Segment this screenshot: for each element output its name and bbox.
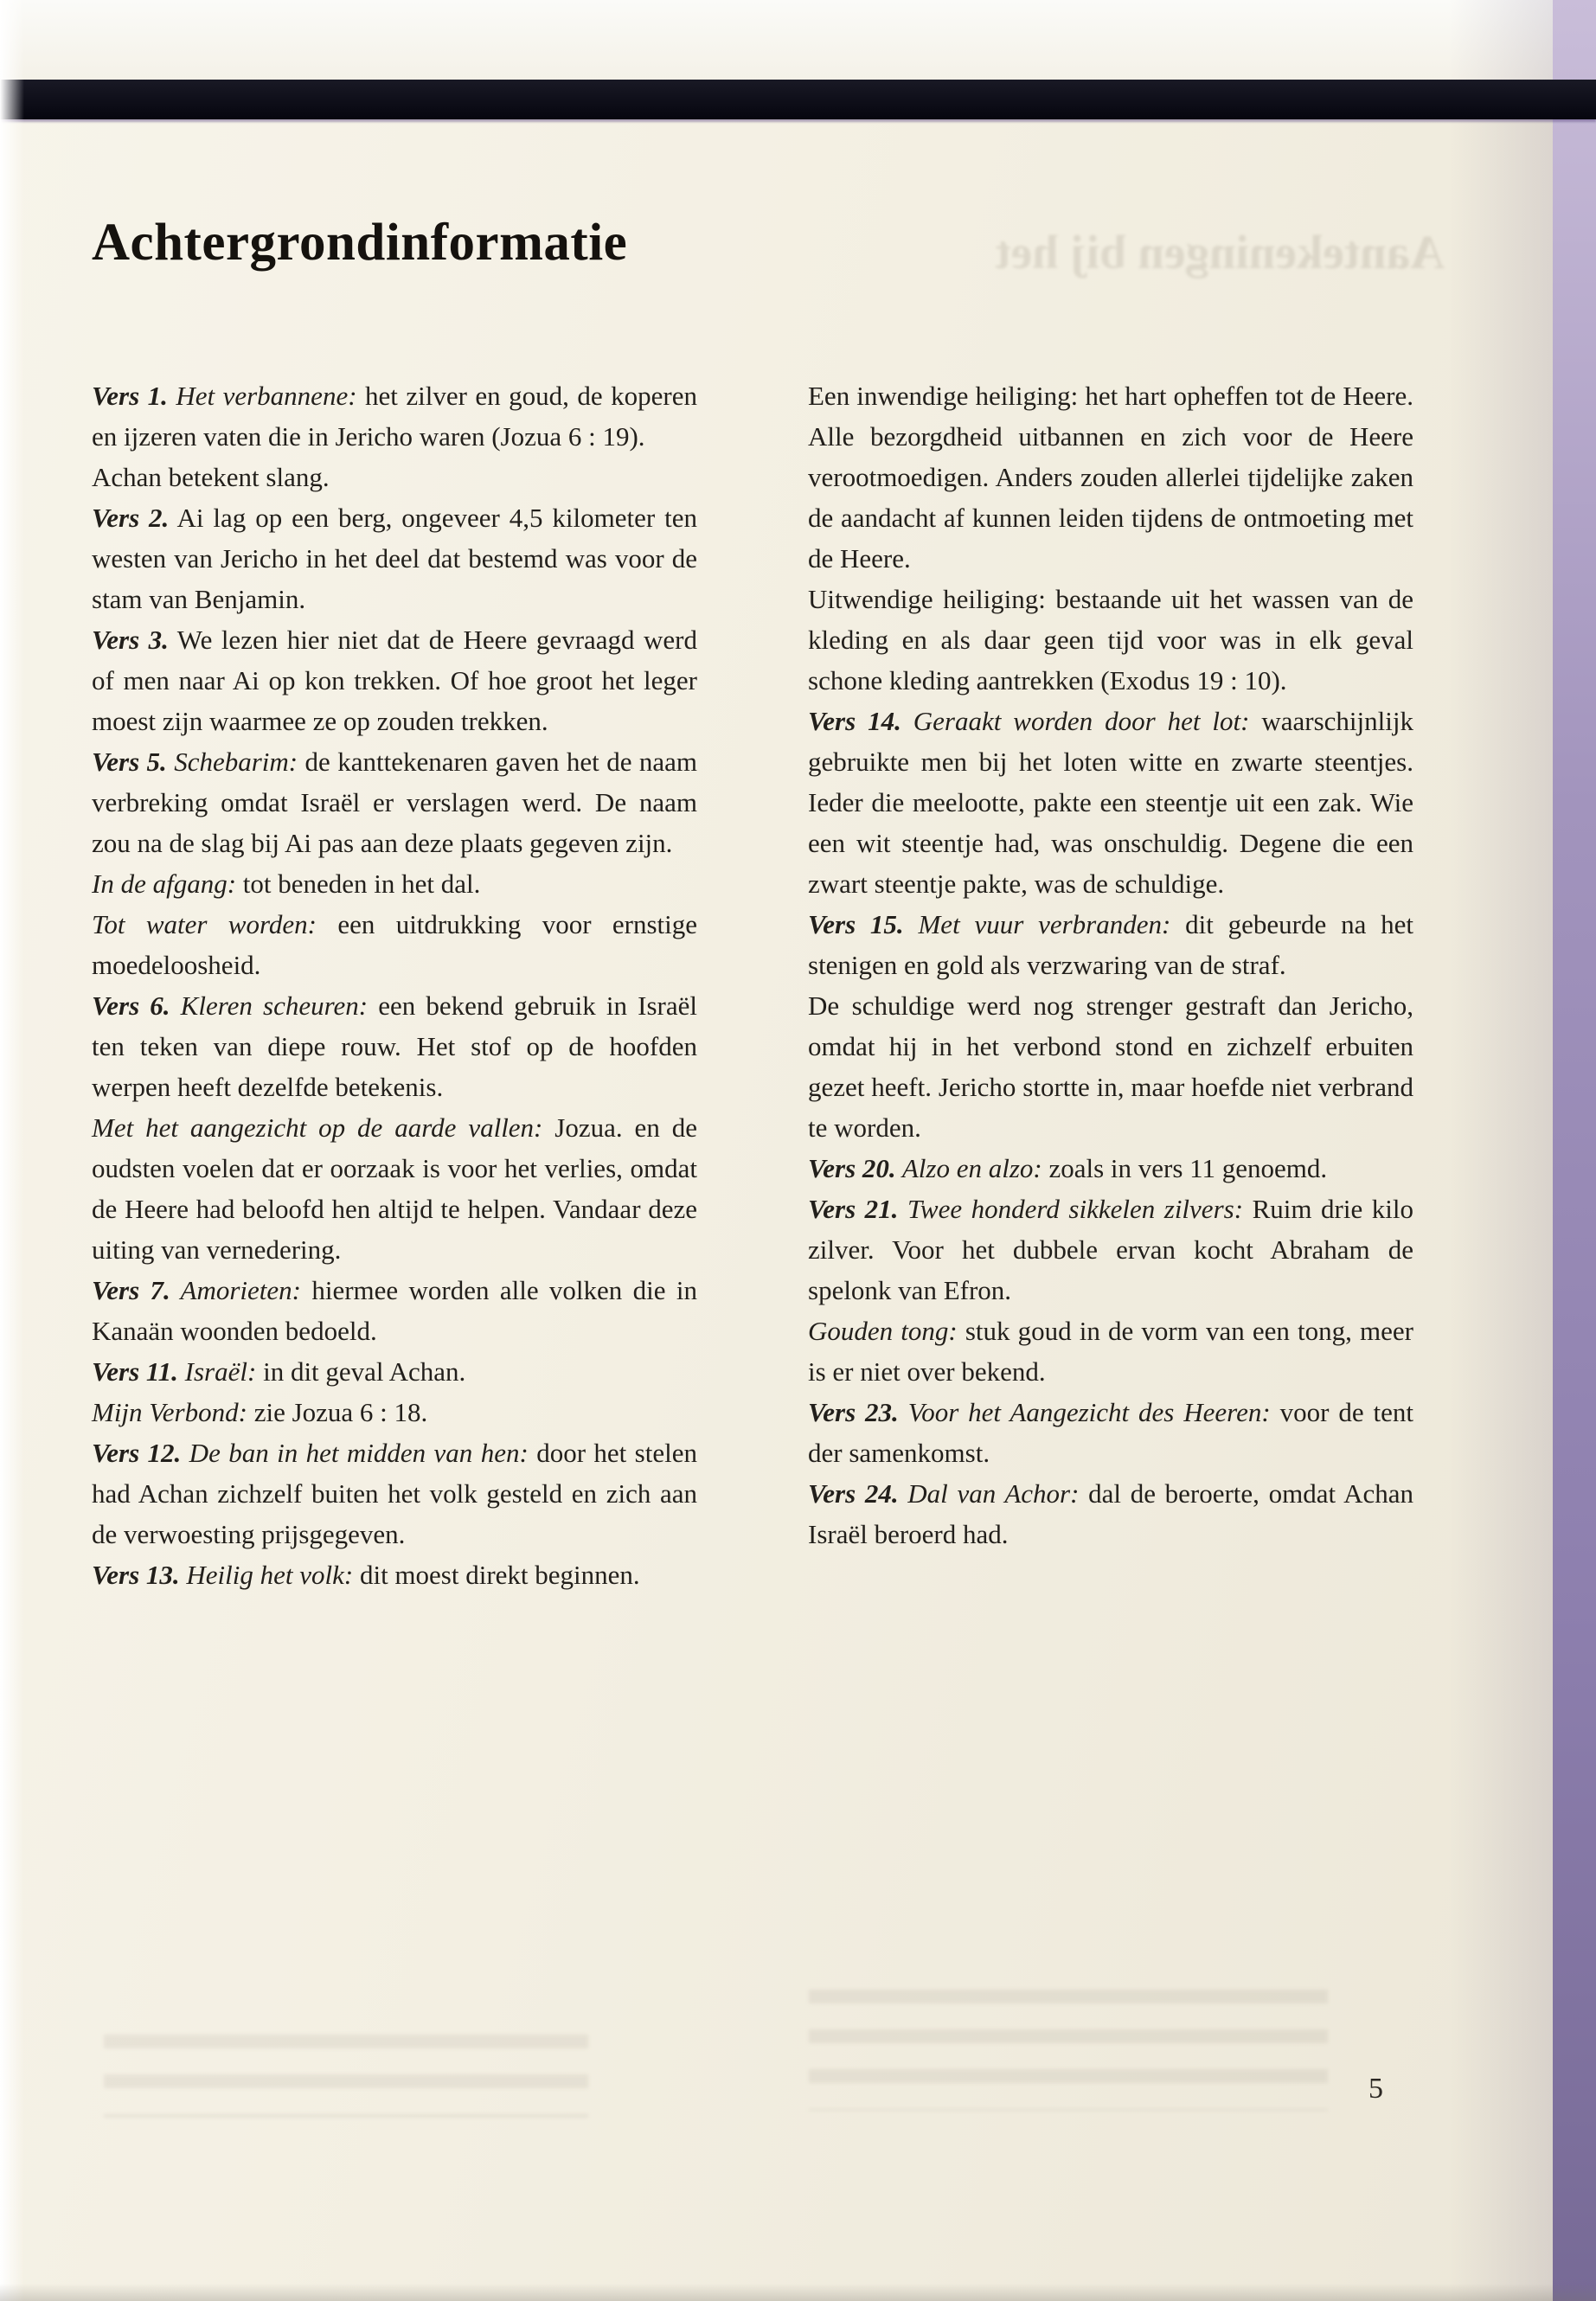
emphasis-run: Vers 14. (808, 706, 901, 736)
text-run: stuk goud in de vorm van een tong, meer is er niet over bekend. (808, 1316, 1413, 1387)
text-columns (92, 375, 1413, 1595)
text-run: Achan betekent slang. (92, 462, 330, 492)
emphasis-run: Vers 6. (92, 990, 170, 1021)
emphasis-run: Israël: (177, 1356, 257, 1387)
text-run: Uitwendige heiliging: bestaande uit het wassen van de kleding en als daar geen tijd voor was in elk geval schone kleding aantrekken (Exodus 19 : 10). (808, 584, 1413, 695)
text-run: De schuldige werd nog strenger gestraft dan Jericho, omdat hij in het verbond stond en zichzelf erbuiten gezet heeft. Jericho stortte in, maar hoefde niet verbrand te worden. (808, 990, 1413, 1143)
text-run: hiermee worden alle volken die in Kanaän woonden bedoeld. (92, 1275, 697, 1346)
page-block-edge (1553, 0, 1596, 2301)
emphasis-run: De ban in het midden van hen: (181, 1438, 529, 1468)
page-number: 5 (1368, 2073, 1383, 2105)
emphasis-run: Vers 20. (808, 1153, 896, 1183)
paragraph (808, 1148, 1413, 1189)
text-run: Jozua. en de oudsten voelen dat er oorzaak is voor het verlies, omdat de Heere had beloofd hen altijd te helpen. Vandaar deze uiting van vernedering. (92, 1112, 697, 1265)
paragraph (92, 1351, 697, 1392)
emphasis-run: In de afgang: (92, 868, 237, 899)
paragraph (808, 579, 1413, 701)
bleedthrough-title: Aantekeningen bij het (995, 226, 1445, 279)
page-curvature-shadow (1449, 0, 1553, 2301)
paragraph (808, 375, 1413, 579)
text-run: waarschijnlijk gebruikte men bij het loten witte en zwarte steentjes. Ieder die meelootte, pakte een steentje uit een zak. Wie een wit steentje had, was onschuldig. Degene die een zwart steentje pakte, was de schuldige. (808, 706, 1413, 899)
paragraph (808, 1311, 1413, 1392)
paragraph (808, 904, 1413, 985)
paragraph (808, 1392, 1413, 1473)
emphasis-run: Gouden tong: (808, 1316, 958, 1346)
emphasis-run: Heilig het volk: (179, 1560, 354, 1590)
emphasis-run: Amorieten: (170, 1275, 301, 1305)
book-cover-edge (0, 80, 1596, 119)
bleedthrough-smudge (809, 1990, 1328, 2111)
text-run: voor de tent der samenkomst. (808, 1397, 1413, 1468)
emphasis-run: Schebarim: (166, 747, 298, 777)
text-run: dal de beroerte, omdat Achan Israël beroerd had. (808, 1478, 1413, 1549)
paragraph (92, 985, 697, 1107)
paragraph (92, 457, 697, 497)
left-column (92, 375, 697, 1595)
text-run: Ruim drie kilo zilver. Voor het dubbele ervan kocht Abraham de spelonk van Efron. (808, 1194, 1413, 1305)
paragraph (92, 619, 697, 741)
emphasis-run: Dal van Achor: (898, 1478, 1080, 1509)
paragraph (92, 1554, 697, 1595)
emphasis-run: Vers 2. (92, 503, 170, 533)
paragraph (92, 904, 697, 985)
text-run: dit gebeurde na het stenigen en gold als verzwaring van de straf. (808, 909, 1413, 980)
text-run: Ai lag op een berg, ongeveer 4,5 kilometer ten westen van Jericho in het deel dat bestemd was voor de stam van Benjamin. (92, 503, 697, 614)
paragraph (92, 375, 697, 457)
text-run: door het stelen had Achan zichzelf buiten het volk gesteld en zich aan de verwoesting prijsgegeven. (92, 1438, 697, 1549)
emphasis-run: Mijn Verbond: (92, 1397, 247, 1427)
emphasis-run: Vers 1. (92, 381, 168, 411)
emphasis-run: Vers 13. (92, 1560, 180, 1590)
paragraph (92, 863, 697, 904)
paragraph (92, 741, 697, 863)
scanner-edge-left (0, 0, 24, 2301)
emphasis-run: Tot water worden: (92, 909, 317, 939)
emphasis-run: Twee honderd sikkelen zilvers: (898, 1194, 1244, 1224)
emphasis-run: Vers 11. (92, 1356, 178, 1387)
emphasis-run: Voor het Aangezicht des Heeren: (898, 1397, 1271, 1427)
page-title: Achtergrondinformatie (92, 214, 628, 272)
text-run: een uitdrukking voor ernstige moedeloosheid. (92, 909, 697, 980)
emphasis-run: Vers 21. (808, 1194, 899, 1224)
emphasis-run: Met vuur verbranden: (903, 909, 1171, 939)
paragraph (92, 1107, 697, 1270)
text-run: dit moest direkt beginnen. (353, 1560, 640, 1590)
paragraph (92, 497, 697, 619)
text-run: een bekend gebruik in Israël ten teken van diepe rouw. Het stof op de hoofden werpen heeft dezelfde betekenis. (92, 990, 697, 1102)
page-bottom-shadow (0, 2284, 1596, 2301)
scanner-edge-top (0, 0, 1596, 80)
emphasis-run: Vers 7. (92, 1275, 170, 1305)
emphasis-run: Met het aangezicht op de aarde vallen: (92, 1112, 543, 1143)
paragraph (808, 1473, 1413, 1554)
emphasis-run: Vers 15. (808, 909, 904, 939)
text-run: zoals in vers 11 genoemd. (1042, 1153, 1328, 1183)
paragraph (808, 985, 1413, 1148)
text-run: de kanttekenaren gaven het de naam verbreking omdat Israël er verslagen werd. De naam zou na de slag bij Ai pas aan deze plaats gegeven zijn. (92, 747, 697, 858)
right-column (808, 375, 1413, 1595)
emphasis-run: Vers 5. (92, 747, 167, 777)
paragraph (92, 1270, 697, 1351)
paragraph (92, 1433, 697, 1554)
emphasis-run: Vers 23. (808, 1397, 899, 1427)
text-run: Een inwendige heiliging: het hart opheffen tot de Heere. Alle bezorgdheid uitbannen en zich voor de Heere verootmoedigen. Anders zouden allerlei tijdelijke zaken de aandacht af kunnen leiden tijdens de ontmoeting met de Heere. (808, 381, 1413, 574)
emphasis-run: Alzo en alzo: (895, 1153, 1042, 1183)
emphasis-run: Kleren scheuren: (170, 990, 369, 1021)
paragraph (92, 1392, 697, 1433)
emphasis-run: Vers 12. (92, 1438, 182, 1468)
text-run: We lezen hier niet dat de Heere gevraagd werd of men naar Ai op kon trekken. Of hoe groot het leger moest zijn waarmee ze op zouden trekken. (92, 625, 697, 736)
emphasis-run: Vers 3. (92, 625, 169, 655)
paragraph (808, 1189, 1413, 1311)
emphasis-run: Het verbannene: (167, 381, 357, 411)
emphasis-run: Geraakt worden door het lot: (901, 706, 1250, 736)
bleedthrough-smudge (104, 2035, 588, 2118)
text-run: zie Jozua 6 : 18. (247, 1397, 428, 1427)
emphasis-run: Vers 24. (808, 1478, 899, 1509)
text-run: tot beneden in het dal. (236, 868, 481, 899)
text-run: het zilver en goud, de koperen en ijzeren vaten die in Jericho waren (Jozua 6 : 19). (92, 381, 697, 452)
paragraph (808, 701, 1413, 904)
text-run: in dit geval Achan. (256, 1356, 466, 1387)
